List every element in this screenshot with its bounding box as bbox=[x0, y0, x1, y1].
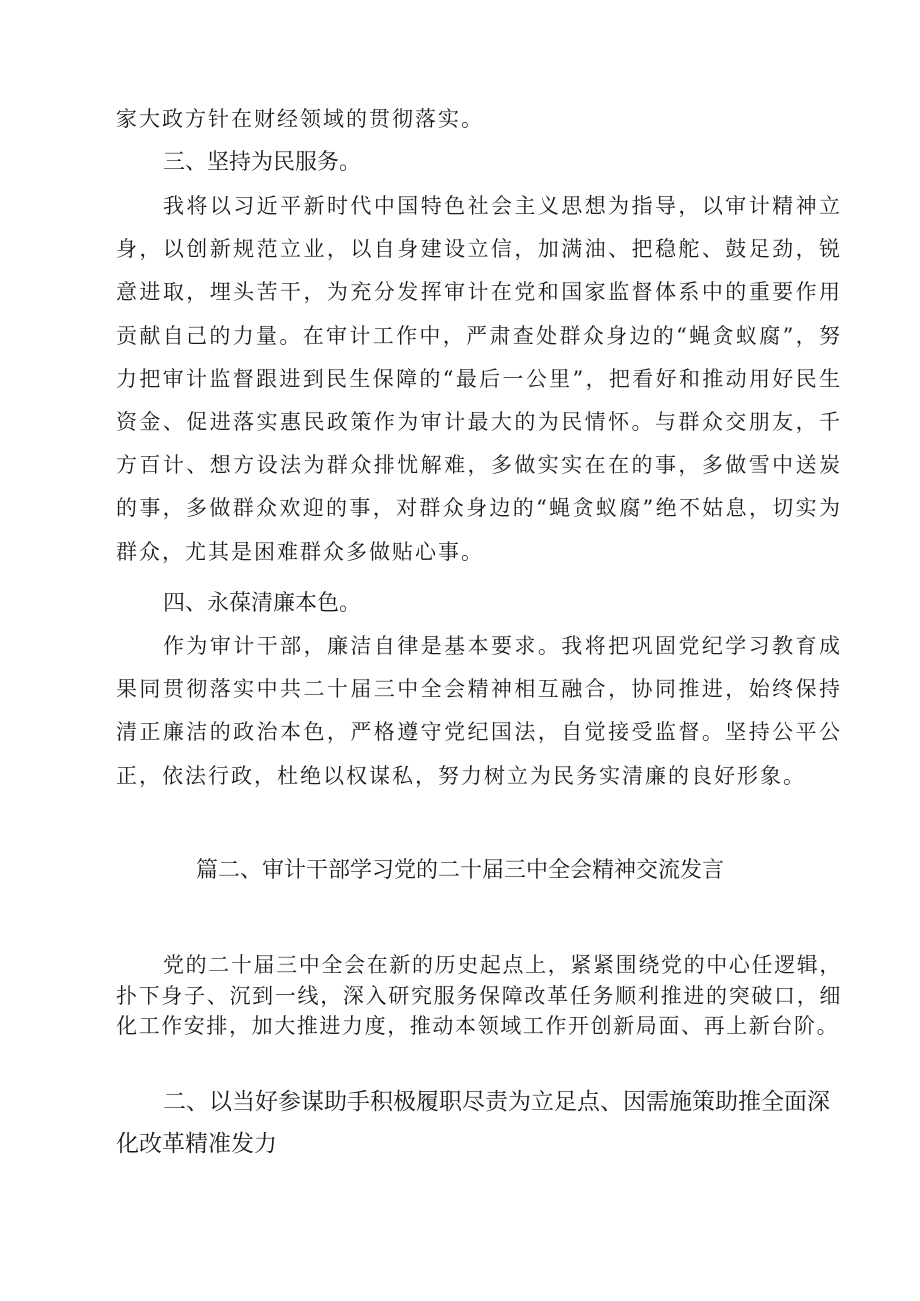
paragraph-intro: 党的二十届三中全会在新的历史起点上，紧紧围绕党的中心任逻辑，扑下身子、沉到一线，深入研究服务保障改革任务顺利推进的突破口，细化工作安排，加大推进力度，推动本领域工作开创新局面、再上新台阶。 bbox=[116, 953, 842, 1038]
section-heading-4: 四、永葆清廉本色。 bbox=[163, 591, 362, 616]
paragraph-section-4: 作为审计干部，廉洁自律是基本要求。我将把巩固党纪学习教育成果同贯彻落实中共二十届三中全会精神相互融合，协同推进，始终保持清正廉洁的政治本色，严格遵守党纪国法，自觉接受监督。坚持公平公正，依法行政，杜绝以权谋私，努力树立为民务实清廉的良好形象。 bbox=[116, 634, 842, 788]
section-heading-3: 三、坚持为民服务。 bbox=[163, 150, 362, 175]
paragraph-section-3: 我将以习近平新时代中国特色社会主义思想为指导，以审计精神立身，以创新规范立业，以自身建设立信，加满油、把稳舵、鼓足劲，锐意进取，埋头苦干，为充分发挥审计在党和国家监督体系中的重要作用贡献自己的力量。在审计工作中，严肃查处群众身边的“蝇贪蚁腐”，努力把审计监督跟进到民生保障的“最后一公里”，把看好和推动用好民生资金、促进落实惠民政策作为审计最大的为民情怀。与群众交朋友，千方百计、想方设法为群众排忧解难，多做实实在在的事，多做雪中送炭的事，多做群众欢迎的事，对群众身边的“蝇贪蚁腐”绝不姑息，切实为群众，尤其是困难群众多做贴心事。 bbox=[116, 194, 842, 564]
section-heading-2: 二、以当好参谋助手积极履职尽责为立足点、因需施策助推全面深化改革精准发力 bbox=[116, 1089, 830, 1157]
paragraph-continuation: 家大政方针在财经领域的贯彻落实。 bbox=[116, 107, 484, 131]
article-title: 篇二、审计干部学习党的二十届三中全会精神交流发言 bbox=[195, 858, 724, 883]
